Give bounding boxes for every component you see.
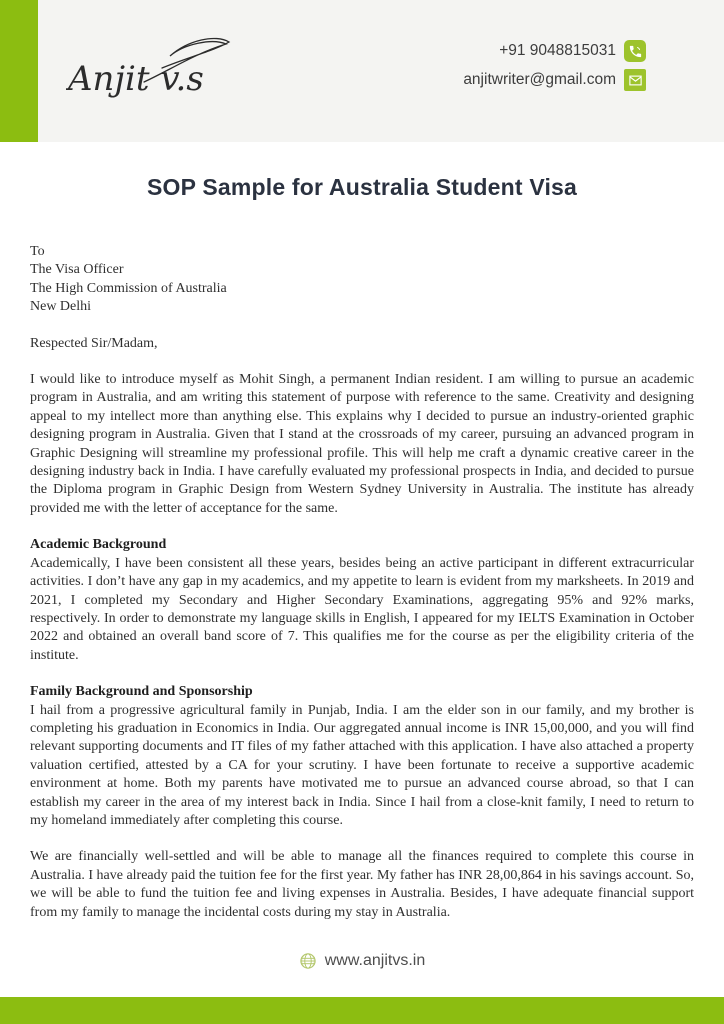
address-line: The Visa Officer: [30, 262, 124, 278]
footer-accent-bar: [0, 997, 724, 1024]
signature-logo: [66, 24, 256, 116]
contact-block: [463, 40, 646, 91]
section-body-academic-background: Academically, I have been consistent all these years, besides being an active participant in different extracurricular activities. I don’t have any gap in my academics, and my appetite to learn is evident from my marksheets. In 2019 and 2021, I completed my Secondary and Higher Secondary Examinations, aggregating 95% and 92% marks, respectively. In order to demonstrate my language skills in English, I appeared for my IELTS Examination in October 2022 and obtained an overall band score of 7. This qualifies me for the course as per the eligibility criteria of the institute.: [30, 555, 694, 663]
letterhead: [0, 0, 724, 142]
section-heading-academic-background: Academic Background: [30, 537, 167, 553]
logo-text: Anjit v.s: [68, 59, 204, 99]
recipient-address: [30, 243, 694, 317]
header-accent-bar: [0, 0, 38, 142]
section-body-family-background: I hail from a progressive agricultural family in Punjab, India. I am the elder son in our family, and my brother is completing his graduation in Economics in India. Our aggregated annual income is INR 15,00,000, and you will find relevant supporting documents and IT files of my father attached with this application. I have also attached a property valuation certified, attested by a CA for your scrutiny. I have been fortunate to receive a supportive academic environment at home. Both my parents have motivated me to pursue an advanced course abroad, so that I can establish my career in the area of my interest back in India. Since I hail from a close-knit family, I need to return to my homeland immediately after completing this course.: [30, 702, 694, 828]
address-line: To: [30, 244, 45, 259]
section-heading-family-background: Family Background and Sponsorship: [30, 684, 253, 700]
intro-paragraph: I would like to introduce myself as Mohit Singh, a permanent Indian resident. I am willing to pursue an academic program in Australia, and am writing this statement of purpose with reference to the same. Creativity and designing appeal to my intellect more than anything else. This explains why I decided to pursue an industry-oriented graphic designing program in Australia. Given that I stand at the crossroads of my career, pursuing an advanced program in Graphic Designing will streamline my professional profile. This will help me craft a dynamic creative career in the designing industry back in India. I have carefully evaluated my professional prospects in India, and decided to pursue the Diploma program in Graphic Design from Western Sydney University in Australia. The institute has already provided me with the letter of acceptance for the same.: [30, 372, 694, 516]
contact-email-row: [463, 69, 646, 91]
globe-icon: [299, 952, 317, 970]
footer-website-row: [0, 952, 724, 970]
website-url[interactable]: www.anjitvs.in: [324, 952, 426, 969]
phone-number[interactable]: +91 9048815031: [499, 42, 616, 59]
address-line: New Delhi: [30, 299, 92, 315]
phone-icon: [624, 40, 646, 62]
contact-phone-row: [499, 40, 646, 62]
email-address[interactable]: anjitwriter@gmail.com: [463, 71, 616, 88]
page-title: SOP Sample for Australia Student Visa: [146, 174, 578, 200]
signature-logo-graphic: [66, 24, 256, 116]
letter-body: [30, 243, 694, 922]
closing-paragraph: We are financially well-settled and will be able to manage all the finances required to complete this course in Australia. I have already paid the tuition fee for the first year. My father has INR 28,00,864 in his savings account. So, we will be able to fund the tuition fee and living expenses in Australia. Besides, I have adequate financial support from my family to manage the incidental costs during my stay in Australia.: [30, 849, 694, 920]
mail-icon: [624, 69, 646, 91]
salutation: Respected Sir/Madam,: [30, 335, 158, 351]
address-line: The High Commission of Australia: [30, 280, 227, 296]
